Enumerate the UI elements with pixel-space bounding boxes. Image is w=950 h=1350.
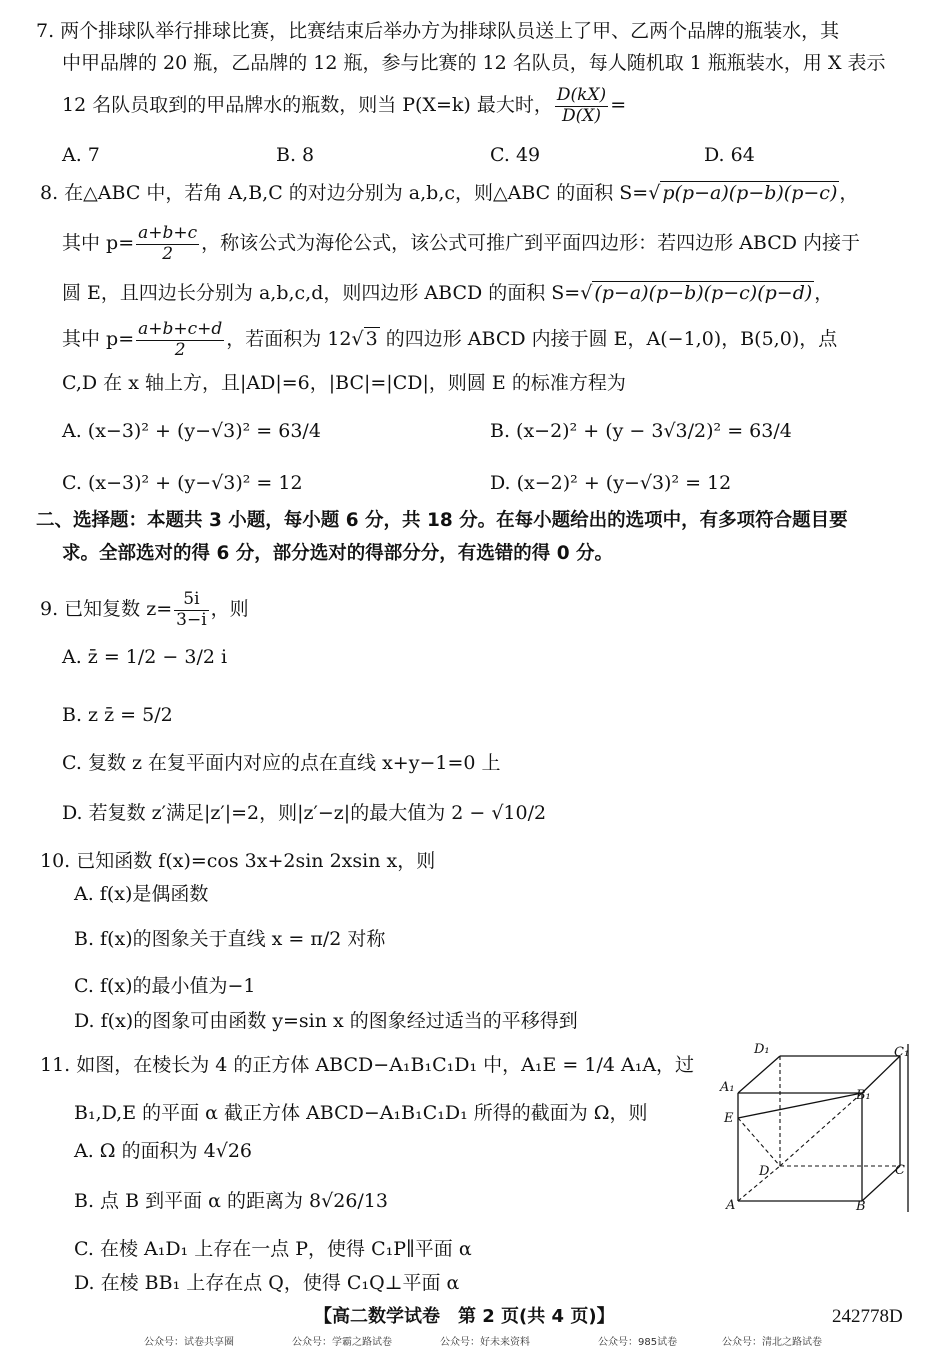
q11-option-b: B. 点 B 到平面 α 的距离为 8√26/13 (74, 1190, 388, 1212)
edge-a1d1 (738, 1056, 780, 1093)
footer-title: 【高二数学试卷 第 2 页(共 4 页)】 (314, 1306, 615, 1327)
q8-line-3: 圆 E，且四边长分别为 a,b,c,d，则四边形 ABCD 的面积 S=√ (p−a)(p−b)(p−c)(p−d) ， (62, 282, 834, 304)
q11-line-2: B₁,D,E 的平面 α 截正方体 ABCD−A₁B₁C₁D₁ 所得的截面为 Ω，则 (74, 1102, 648, 1124)
section-2-heading-line-2: 求。全部选对的得 6 分，部分选对的得部分分，有选错的得 0 分。 (62, 543, 614, 564)
watermark-3: 公众号：好未来资料 (440, 1337, 530, 1348)
q10-option-d: D. f(x)的图象可由函数 y=sin x 的图象经过适当的平移得到 (74, 1010, 578, 1032)
label-c1: C₁ (894, 1045, 910, 1060)
q8-line-2-text-a: 其中 p= (62, 232, 135, 255)
q11-option-d: D. 在棱 BB₁ 上存在点 Q，使得 C₁Q⊥平面 α (74, 1272, 460, 1294)
watermark-1: 公众号：试卷共享圈 (144, 1337, 234, 1348)
q7-option-a: A. 7 (62, 144, 100, 166)
q7-frac-den: D(X) (562, 105, 602, 126)
q7-line-3-text: 12 名队员取到的甲品牌水的瓶数，则当 P(X=k) 最大时， (62, 94, 553, 117)
q8-root-sign-1: √ (648, 182, 661, 204)
q7-equals: = (610, 94, 627, 117)
q7-line-1: 7. 两个排球队举行排球比赛，比赛结束后举办方为排球队员送上了甲、乙两个品牌的瓶装水，其 (36, 20, 840, 42)
q8-p-fraction (136, 224, 199, 264)
q8-line-4-text-a: 其中 p= (62, 328, 135, 351)
q11-option-a: A. Ω 的面积为 4√26 (74, 1140, 253, 1162)
watermark-4: 公众号：985试卷 (598, 1337, 678, 1348)
q9-option-b: B. z z̄ = 5/2 (62, 704, 173, 726)
q9-z-fraction (174, 590, 209, 630)
watermark-2: 公众号：学霸之路试卷 (292, 1337, 392, 1348)
label-a: A (726, 1198, 736, 1213)
q8-p2-frac-den: 2 (174, 339, 186, 360)
q7-frac-num: D(kX) (556, 85, 607, 105)
q8-line-5: C,D 在 x 轴上方，且|AD|=6，|BC|=|CD|，则圆 E 的标准方程为 (62, 372, 626, 394)
q9-stem-text-a: 9. 已知复数 z= (40, 598, 173, 621)
q10-option-a: A. f(x)是偶函数 (74, 883, 209, 905)
q8-root-sign-2: √ (580, 282, 593, 304)
q9-option-d: D. 若复数 z′满足|z′|=2，则|z′−z|的最大值为 2 − √10/2 (62, 802, 547, 824)
q8-area-root: 3 (365, 328, 378, 351)
q8-option-d: D. (x−2)² + (y−√3)² = 12 (490, 472, 732, 494)
q7-option-b: B. 8 (276, 144, 315, 166)
q8-option-a: A. (x−3)² + (y−√3)² = 63/4 (62, 420, 321, 442)
q8-line-1: 8. 在△ABC 中，若角 A,B,C 的对边分别为 a,b,c，则△ABC 的面积 S=√ p(p−a)(p−b)(p−c) ， (40, 182, 859, 204)
q9-frac-den: 3−i (176, 609, 207, 630)
q10-stem: 10. 已知函数 f(x)=cos 3x+2sin 2xsin x，则 (40, 850, 436, 872)
q7-line-3 (62, 86, 626, 126)
q10-option-b: B. f(x)的图象关于直线 x = π/2 对称 (74, 928, 386, 950)
label-b: B (856, 1199, 866, 1214)
q7-line-2: 中甲品牌的 20 瓶，乙品牌的 12 瓶，参与比赛的 12 名队员，每人随机取 1 瓶瓶装水，用 X 表示 (62, 52, 886, 74)
q10-option-c: C. f(x)的最小值为−1 (74, 975, 256, 997)
section-2-heading-line-1: 二、选择题：本题共 3 小题，每小题 6 分，共 18 分。在每小题给出的选项中，有多项符合题目要 (36, 510, 848, 531)
q8-heron-root: p(p−a)(p−b)(p−c) (662, 182, 838, 204)
hidden-section-d-b1 (780, 1093, 862, 1166)
label-d: D (759, 1164, 770, 1179)
q9-stem-text-b: ，则 (210, 598, 249, 621)
section-e-b1 (738, 1093, 862, 1118)
q8-line-2 (62, 224, 860, 264)
q8-line-4: 其中 p= $\frac{a+b+c+d}{2}$ ，若面积为 12√ 3 的四边形 ABCD 内接于圆 E，A(−1,0)，B(5,0)，点 (62, 319, 838, 360)
q8-line-1-text: 8. 在△ABC 中，若角 A,B,C 的对边分别为 a,b,c，则△ABC 的面积 S= (40, 182, 649, 204)
q8-line-4-text-b: ，若面积为 12 (226, 328, 352, 351)
footer-code: 242778D (832, 1306, 903, 1327)
cube-figure (714, 1036, 920, 1216)
label-e: E (724, 1111, 734, 1126)
q8-option-b: B. (x−2)² + (y − 3√3/2)² = 63/4 (490, 420, 792, 442)
q7-fraction (555, 86, 608, 126)
q7-option-d: D. 64 (704, 144, 755, 166)
q11-option-c: C. 在棱 A₁D₁ 上存在一点 P，使得 C₁P∥平面 α (74, 1238, 472, 1260)
q9-option-c: C. 复数 z 在复平面内对应的点在直线 x+y−1=0 上 (62, 752, 501, 774)
q7-option-c: C. 49 (490, 144, 541, 166)
q8-line-3-text: 圆 E，且四边长分别为 a,b,c,d，则四边形 ABCD 的面积 S= (62, 282, 581, 304)
q8-p-frac-den: 2 (162, 243, 174, 264)
label-a1: A₁ (720, 1080, 735, 1095)
watermark-5: 公众号：清北之路试卷 (722, 1337, 822, 1348)
q9-frac-num: 5i (174, 590, 209, 611)
q8-p2-frac-num: a+b+c+d (138, 319, 223, 339)
q8-line-2-text-b: ，称该公式为海伦公式，该公式可推广到平面四边形：若四边形 ABCD 内接于 (201, 232, 861, 255)
label-b1: B₁ (856, 1088, 871, 1103)
label-c: C (895, 1163, 905, 1178)
q8-brahmagupta-root: (p−a)(p−b)(p−c)(p−d) (594, 282, 813, 304)
label-d1: D₁ (754, 1042, 770, 1057)
q8-p-frac-num: a+b+c (138, 223, 198, 243)
q9-option-a: A. z̄ = 1/2 − 3/2 i (62, 646, 228, 668)
q9-stem (40, 590, 249, 630)
q8-line-4-text-c: 的四边形 ABCD 内接于圆 E，A(−1,0)，B(5,0)，点 (379, 328, 838, 351)
q8-p2-fraction (136, 320, 224, 360)
q11-line-1: 11. 如图，在棱长为 4 的正方体 ABCD−A₁B₁C₁D₁ 中，A₁E = 1/4 A₁A，过 (40, 1054, 695, 1076)
hidden-section-e-d (738, 1118, 780, 1166)
q8-option-c: C. (x−3)² + (y−√3)² = 12 (62, 472, 303, 494)
